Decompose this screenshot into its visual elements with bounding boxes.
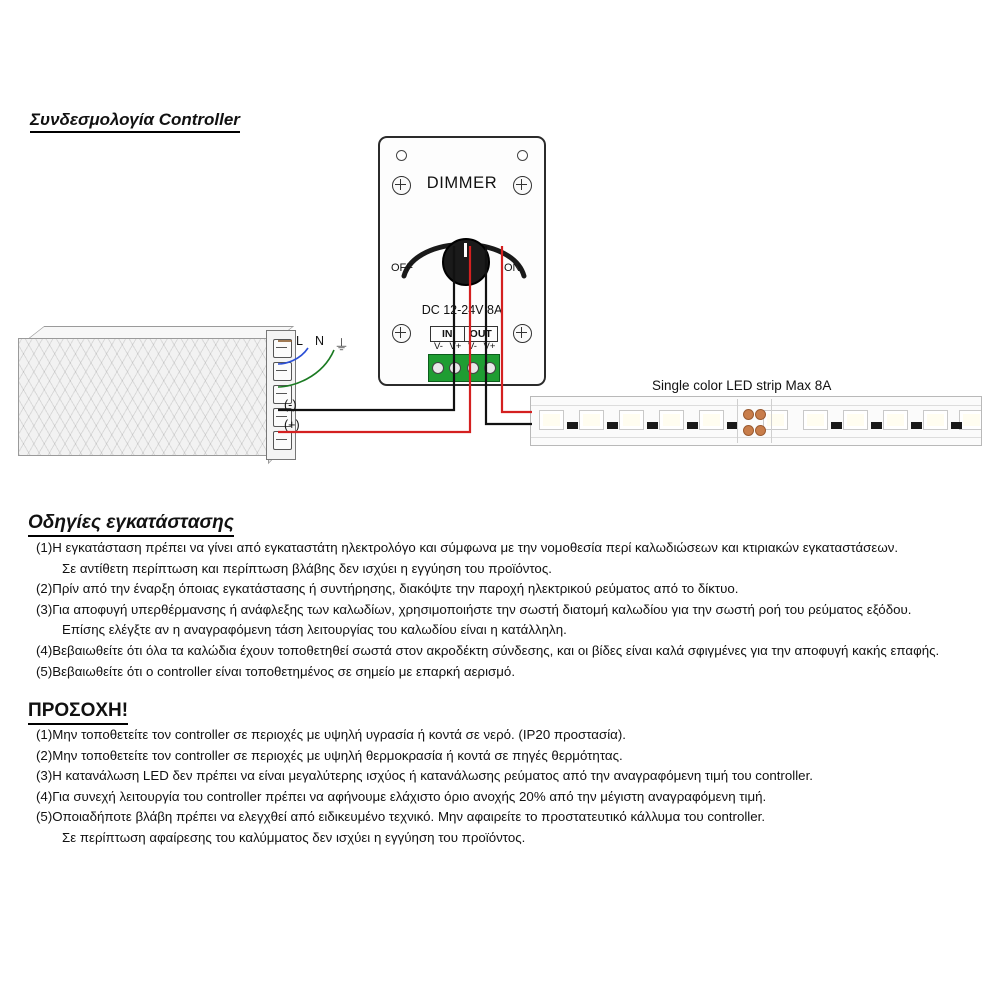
psu-pin-label-line: L <box>296 334 303 348</box>
psu-pin-label-neutral: N <box>315 334 325 348</box>
list-item: Σε αντίθετη περίπτωση και περίπτωση βλάβης δεν ισχύει η εγγύηση του προϊόντος. <box>62 560 552 576</box>
led-strip-label: Single color LED strip Max 8A <box>652 378 832 393</box>
terminal-header-out: OUT <box>469 328 492 340</box>
list-item: (1)Η εγκατάσταση πρέπει να γίνει από εγκαταστάτη ηλεκτρολόγο και σύμφωνα με την νομοθεσία περί καλωδιώσεων και κτιριακών εγκαταστάσεων. <box>36 540 899 555</box>
knob-label-on: ON <box>504 262 521 274</box>
psu-pin-label-positive: (+) <box>284 418 300 432</box>
dimmer-rating-label: DC 12-24V 8A <box>421 303 503 317</box>
wire-earth <box>278 350 334 387</box>
list-item: (3)Η κατανάλωση LED δεν πρέπει να είναι μεγαλύτερης ισχύος ή κατανάλωσης ρεύματος από την αναγραφόμενη τιμή του controller. <box>36 768 813 784</box>
dimmer-title: DIMMER <box>426 174 498 192</box>
section-title-installation: Οδηγίες εγκατάστασης <box>28 512 234 537</box>
terminal-mark: V+ <box>449 341 462 352</box>
terminal-mark: V+ <box>483 341 496 352</box>
section-title-controller: Συνδεσμολογία Controller <box>30 110 240 133</box>
wire-dc-negative <box>278 246 454 410</box>
list-item: Επίσης ελέγξτε αν η αναγραφόμενη τάση λειτουργίας του καλωδίου είναι η κατάλληλη. <box>62 622 567 638</box>
installation-instructions <box>36 538 976 682</box>
list-item: (3)Για αποφυγή υπερθέρμανσης ή ανάφλεξης των καλωδίων, χρησιμοποιήστε την σωστή διατομή καλωδίου για την σωστή ροή του ρεύματος εξόδου. <box>36 601 912 617</box>
warning-instructions <box>36 725 976 849</box>
terminal-mark: V- <box>468 341 477 352</box>
list-item: (2)Μην τοποθετείτε τον controller σε περιοχές με υψηλή θερμοκρασία ή κοντά σε πηγές θερμότητας. <box>36 747 623 763</box>
psu-pin-label-negative: (-) <box>284 398 297 412</box>
wire-neutral <box>278 348 308 364</box>
list-item: (5)Βεβαιωθείτε ότι ο controller είναι τοποθετημένος σε σημείο με επαρκή αερισμό. <box>36 663 516 679</box>
terminal-mark: V- <box>434 341 443 352</box>
psu-pin-label-earth: ⏚ <box>334 337 350 354</box>
list-item: (4)Για συνεχή λειτουργία του controller πρέπει να αφήνουμε ελάχιστο όριο ανοχής 20% από την μέγιστη αναγραφόμενη τιμή. <box>36 788 767 804</box>
knob-label-off: OFF <box>391 262 413 274</box>
wire-out-positive <box>502 246 532 412</box>
section-title-warning: ΠΡΟΣΟΧΗ! <box>28 700 128 725</box>
list-item: (1)Μην τοποθετείτε τον controller σε περιοχές με υψηλή υγρασία ή κοντά σε νερό. (IP20 προστασία). <box>36 727 626 742</box>
list-item: (4)Βεβαιωθείτε ότι όλα τα καλώδια έχουν τοποθετηθεί σωστά στον ακροδέκτη σύνδεσης, και οι βίδες είναι καλά σφιγμένες για την αποφυγή κακής επαφής. <box>36 642 940 658</box>
wire-out-negative <box>486 246 532 424</box>
terminal-header-in: IN <box>431 327 465 341</box>
list-item: Σε περίπτωση αφαίρεσης του καλύμματος δεν ισχύει η εγγύηση του προϊόντος. <box>62 829 526 845</box>
list-item: (2)Πρίν από την έναρξη όποιας εγκατάστασης ή συντήρησης, διακόψτε την παροχή ηλεκτρικού ρεύματος από το δίκτυο. <box>36 581 739 597</box>
list-item: (5)Οποιαδήποτε βλάβη πρέπει να ελεγχθεί από ειδικευμένο τεχνικό. Μην αφαιρείτε το προστατευτικό κάλλυμα του controller. <box>36 809 766 825</box>
wire-dc-positive <box>278 246 470 432</box>
